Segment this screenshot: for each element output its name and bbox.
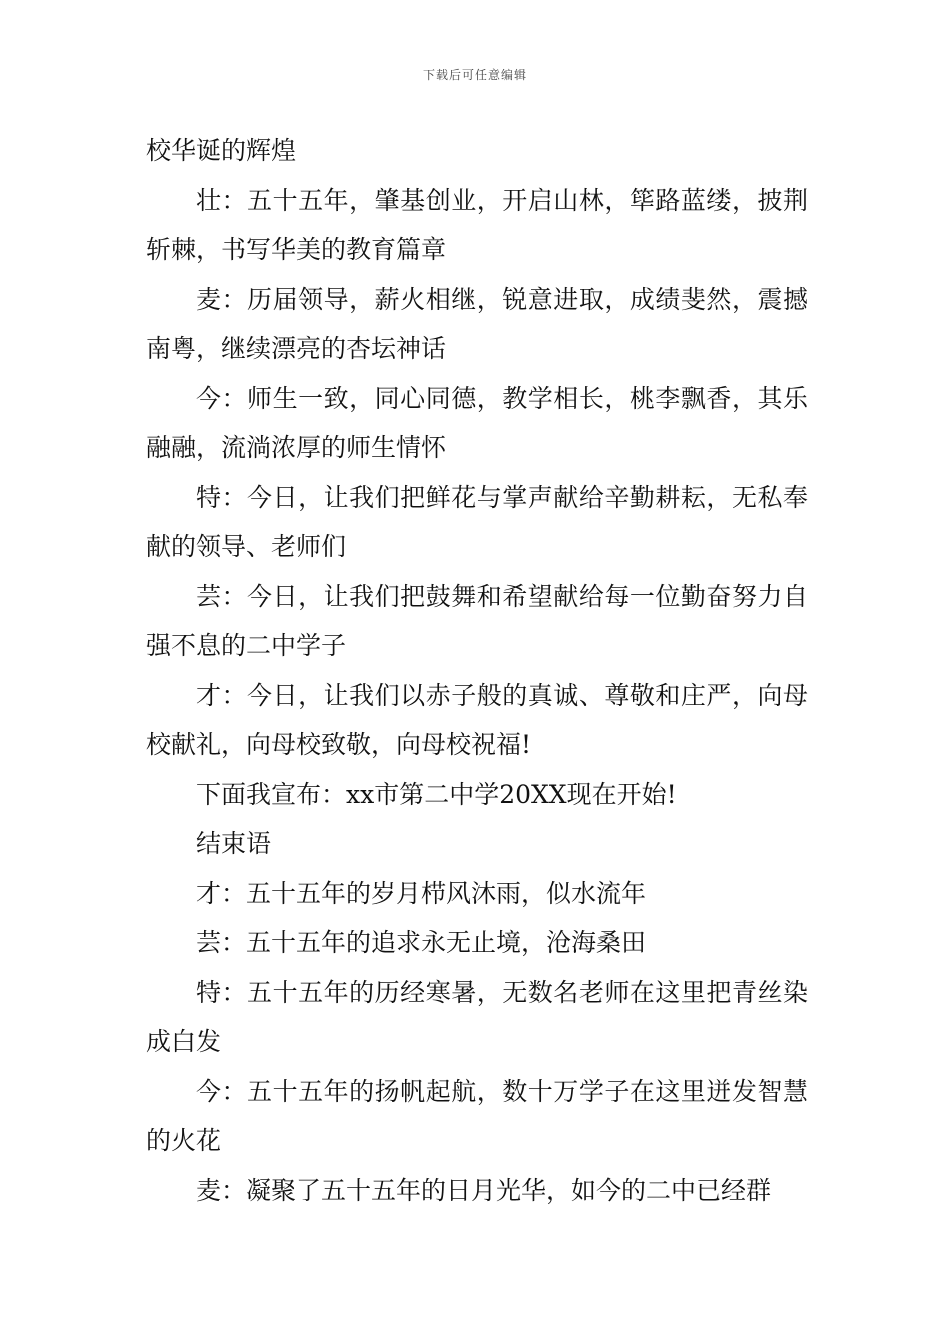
paragraph: 今：五十五年的扬帆起航，数十万学子在这里迸发智慧的火花 [146,1076,808,1155]
paragraph: 下面我宣布：xx市第二中学20XX现在开始! [196,779,677,809]
paragraph: 芸：今日，让我们把鼓舞和希望献给每一位勤奋努力自强不息的二中学子 [146,581,808,660]
document-body [146,126,808,1215]
page-header: 下载后可任意编辑 [422,68,527,82]
paragraph: 壮：五十五年，肇基创业，开启山林，筚路蓝缕，披荆斩棘，书写华美的教育篇章 [146,185,808,264]
paragraph: 才：五十五年的岁月栉风沐雨，似水流年 [196,878,647,908]
paragraph: 芸：五十五年的追求永无止境，沧海桑田 [196,928,647,957]
paragraph: 今：师生一致，同心同德，教学相长，桃李飘香，其乐融融，流淌浓厚的师生情怀 [146,383,808,462]
section-heading: 结束语 [196,829,272,858]
paragraph: 麦：凝聚了五十五年的日月光华，如今的二中已经群 [196,1175,772,1205]
paragraph: 麦：历届领导，薪火相继，锐意进取，成绩斐然，震撼南粤，继续漂亮的杏坛神话 [146,284,808,363]
paragraph: 特：五十五年的历经寒暑，无数名老师在这里把青丝染成白发 [146,977,808,1056]
paragraph: 特：今日，让我们把鲜花与掌声献给辛勤耕耘，无私奉献的领导、老师们 [146,482,808,561]
paragraph-continuation: 校华诞的辉煌 [146,136,297,165]
paragraph: 才：今日，让我们以赤子般的真诚、尊敬和庄严，向母校献礼，向母校致敬，向母校祝福! [146,680,808,759]
